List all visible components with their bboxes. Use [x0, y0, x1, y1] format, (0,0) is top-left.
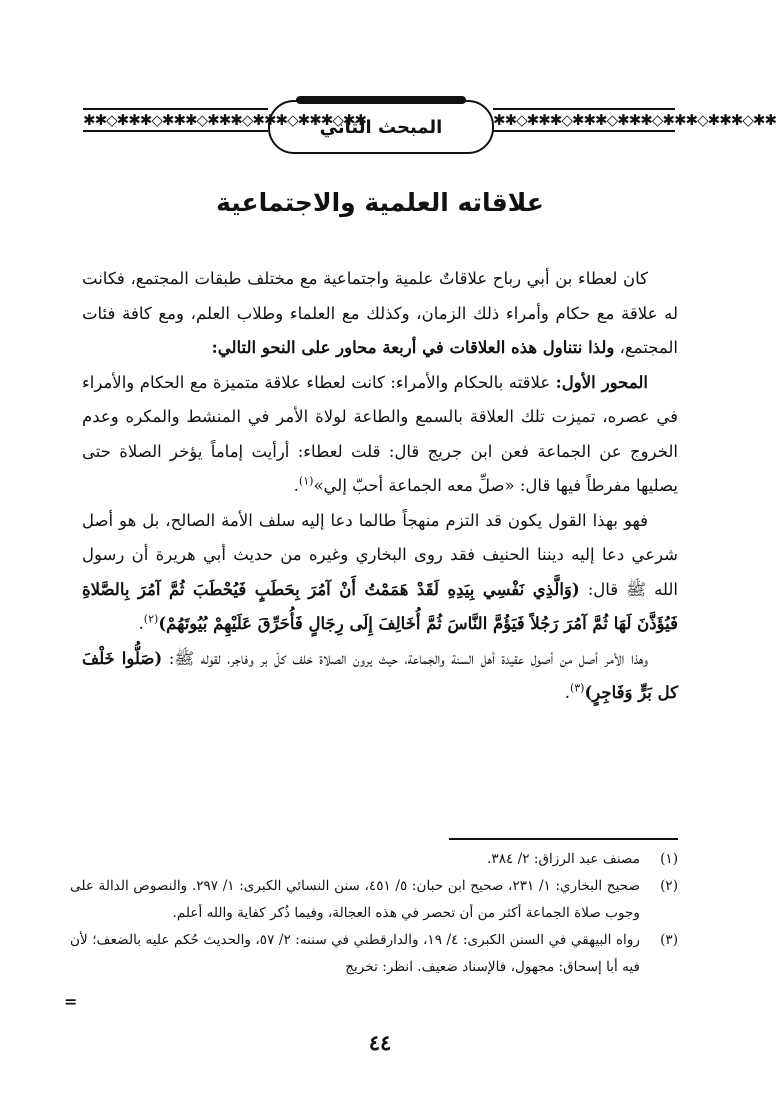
paragraph-3-end: .	[138, 614, 144, 633]
paragraph-2	[82, 366, 678, 504]
hadith-quote-2: (صَلُّوا خَلْفَ كل بَرٍّ وَفَاجِرٍ)	[82, 648, 678, 702]
section-heading-box	[268, 100, 494, 154]
footnote-1-text: مصنف عبد الرزاق: ٢/ ٣٨٤.	[487, 851, 640, 867]
body-text	[82, 262, 678, 711]
ornament-rule-top-right	[493, 108, 675, 110]
paragraph-4	[82, 642, 678, 711]
ornament-rule-bottom-left	[83, 130, 268, 132]
hadith-quote-1: (وَالَّذِي نَفْسِي بِيَدِهِ لَقَدْ هَمَمْتُ أَنْ آمُرَ بِحَطَبٍ فَيُحْطَبَ ثُمَّ آمُرَ بِالصَّلاةِ فَيُؤَذَّنَ لَهَا ثُمَّ آمُرَ رَجُلاً فَيَؤُمَّ النَّاسَ ثُمَّ أُخَالِفَ إِلَى رِجَالٍ فَأُحَرِّقَ عَلَيْهِمْ بُيُوتَهُمْ)	[82, 579, 678, 633]
ornament-rule-bottom-right	[493, 130, 675, 132]
paragraph-3-text: فهو بهذا القول يكون قد التزم منهجاً طالما دعا إليه سلف الأمة الصالح، بل هو أصل شرعي دعا إليه ديننا الحنيف فقد روى البخاري وغيره من حديث أبي هريرة أن رسول الله ﷺ قال:	[82, 510, 678, 599]
footnote-1	[70, 846, 678, 873]
paragraph-2-text: علاقته بالحكام والأمراء: كانت لعطاء علاقة متميزة مع الحكام والأمراء في عصره، تميزت تلك العلاقة بالسمع والطاعة لولاة الأمر في المنشط والمكره وعدم الخروج عن الجماعة فعن ابن جريج قال: قلت لعطاء: أرأيت إماماً يؤخر الصلاة حتى يصليها مفرطاً فيها قال: «صلِّ معه الجماعة أحبّ إلي»	[82, 372, 678, 495]
footnote-1-number: (١)	[660, 851, 678, 867]
footnote-3-number: (٣)	[660, 932, 678, 948]
ornament-rule-top-left	[83, 108, 268, 110]
footnote-ref-3[interactable]: (٣)	[569, 681, 585, 695]
continuation-mark: =	[64, 992, 78, 1011]
footnote-separator	[449, 838, 678, 840]
paragraph-2-heading: المحور الأول:	[555, 372, 648, 392]
paragraph-4-end: .	[564, 683, 570, 702]
paragraph-2-end: .	[293, 476, 299, 495]
paragraph-1-text: كان لعطاء بن أبي رباح علاقاتٌ علمية واجتماعية مع مختلف طبقات المجتمع، فكانت له علاقة مع حكام وأمراء ذلك الزمان، وكذلك مع العلماء وطلاب العلم، ومع كافة فئات المجتمع،	[82, 269, 678, 357]
footnote-2-number: (٢)	[660, 878, 678, 894]
header-ornament-left: ✱✱◇✱✱✱◇✱✱✱◇✱✱✱◇✱✱✱◇✱✱✱◇✱✱	[83, 111, 367, 129]
footnote-2	[70, 873, 678, 927]
paragraph-3	[82, 504, 678, 642]
chapter-title: علاقاته العلمية والاجتماعية	[216, 188, 544, 217]
header-ornament-right: ✱✱◇✱✱✱◇✱✱✱◇✱✱✱◇✱✱✱◇✱✱✱◇✱✱	[493, 111, 776, 129]
paragraph-1	[82, 262, 678, 366]
paragraph-1-bold: ولذا نتناول هذه العلاقات في أربعة محاور على النحو التالي:	[211, 338, 615, 357]
footnote-ref-1[interactable]: (١)	[298, 474, 314, 488]
footnotes	[70, 846, 678, 981]
footnote-3-text: رواه البيهقي في السنن الكبرى: ٤/ ١٩، والدارقطني في سننه: ٢/ ٥٧، والحديث حُكم عليه بالضعف؛ لأن فيه أبا إسحاق: مجهول، فالإسناد ضعيف. انظر: تخريج	[70, 932, 640, 975]
footnote-3	[70, 927, 678, 981]
section-label: المبحث الثاني	[319, 116, 443, 138]
footnote-ref-2[interactable]: (٢)	[143, 612, 159, 626]
footnote-2-text: صحيح البخاري: ١/ ٢٣١، صحيح ابن حبان: ٥/ ٤٥١، سنن النسائي الكبرى: ١/ ٢٩٧. والنصوص الدالة على وجوب صلاة الجماعة أكثر من أن تحصر في هذه العجالة، وفيما ذُكر كفاية والله أعلم.	[70, 878, 640, 921]
paragraph-4-text: وهذا الأمر أصل من أصول عقيدة أهل السنة والجماعة، حيث يرون الصلاة خلف كلّ بر وفاجر، لقوله ﷺ:	[162, 648, 648, 668]
page-number: ٤٤	[368, 1030, 392, 1055]
